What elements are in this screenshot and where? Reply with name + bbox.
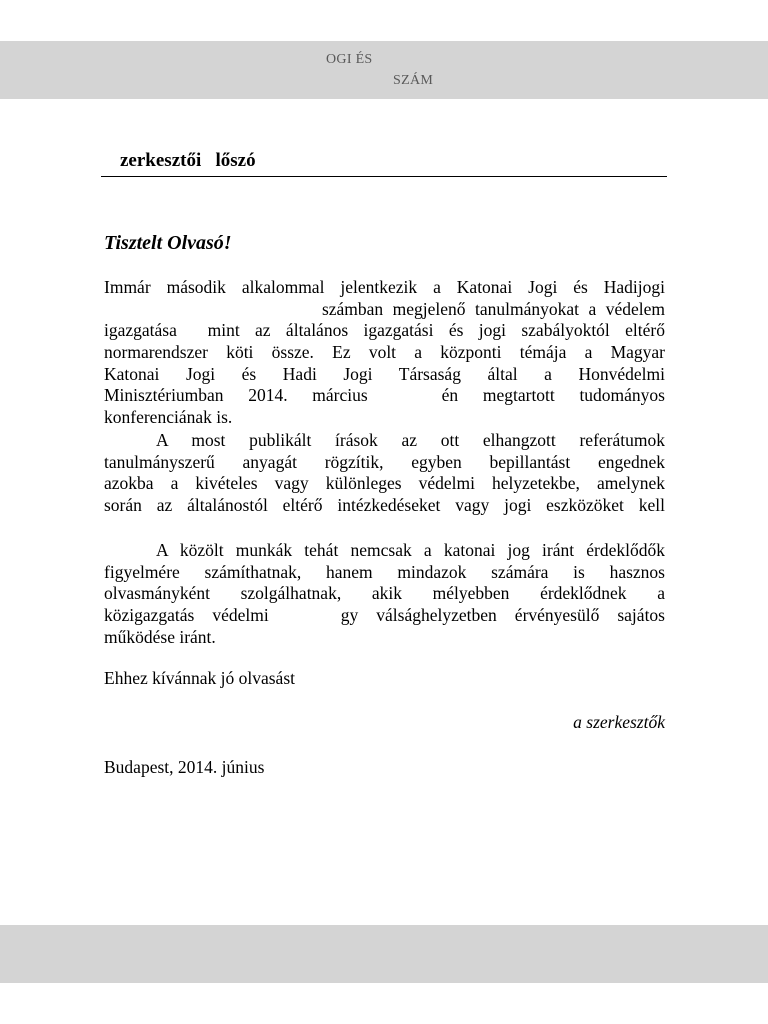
paragraph-line: során az általánostól eltérő intézkedéseket vagy jogi eszközöket kell xyxy=(104,495,665,516)
paragraph-2 xyxy=(104,430,665,517)
paragraph-line: normarendszer köti össze. Ez volt a központi témája a Magyar xyxy=(104,342,665,363)
paragraph-line: konferenciának is. xyxy=(104,407,233,428)
paragraph-line: A közölt munkák tehát nemcsak a katonai jog iránt érdeklődők xyxy=(156,540,665,560)
header-band xyxy=(0,41,768,99)
closing-line: Ehhez kívánnak jó olvasást xyxy=(104,668,295,688)
footer-band xyxy=(0,925,768,983)
greeting: Tisztelt Olvasó! xyxy=(104,232,232,254)
paragraph-line: Immár második alkalommal jelentkezik a Katonai Jogi és Hadijogi xyxy=(104,277,665,297)
section-title: zerkesztői lőszó xyxy=(120,150,256,171)
paragraph-3 xyxy=(104,540,665,648)
paragraph-line: A most publikált írások az ott elhangzott referátumok xyxy=(156,430,665,450)
running-header-line-2: SZÁM xyxy=(393,73,434,88)
paragraph-line: azokba a kivételes vagy különleges védelmi helyzetekbe, amelynek xyxy=(104,473,665,494)
paragraph-line: közigazgatás védelmi gy válsághelyzetben érvényesülő sajátos xyxy=(104,605,665,626)
paragraph-line: tanulmányszerű anyagát rögzítik, egyben bepillantást engednek xyxy=(104,451,665,472)
running-header-line-1: OGI ÉS xyxy=(326,52,373,67)
place-and-date: Budapest, 2014. június xyxy=(104,757,265,777)
title-divider xyxy=(101,176,667,177)
paragraph-1 xyxy=(104,277,665,429)
paragraph-line: számban megjelenő tanulmányokat a védelem xyxy=(104,298,665,319)
paragraph-line: Minisztériumban 2014. március én megtartott tudományos xyxy=(104,385,665,406)
paragraph-line: igazgatása mint az általános igazgatási és jogi szabályoktól eltérő xyxy=(104,320,665,341)
paragraph-line: olvasmányként szolgálhatnak, akik mélyebben érdeklődnek a xyxy=(104,583,665,604)
paragraph-line: Katonai Jogi és Hadi Jogi Társaság által a Honvédelmi xyxy=(104,363,665,384)
paragraph-line: működése iránt. xyxy=(104,626,216,647)
editor-signature: a szerkesztők xyxy=(573,712,665,732)
paragraph-line: figyelmére számíthatnak, hanem mindazok számára is hasznos xyxy=(104,561,665,582)
